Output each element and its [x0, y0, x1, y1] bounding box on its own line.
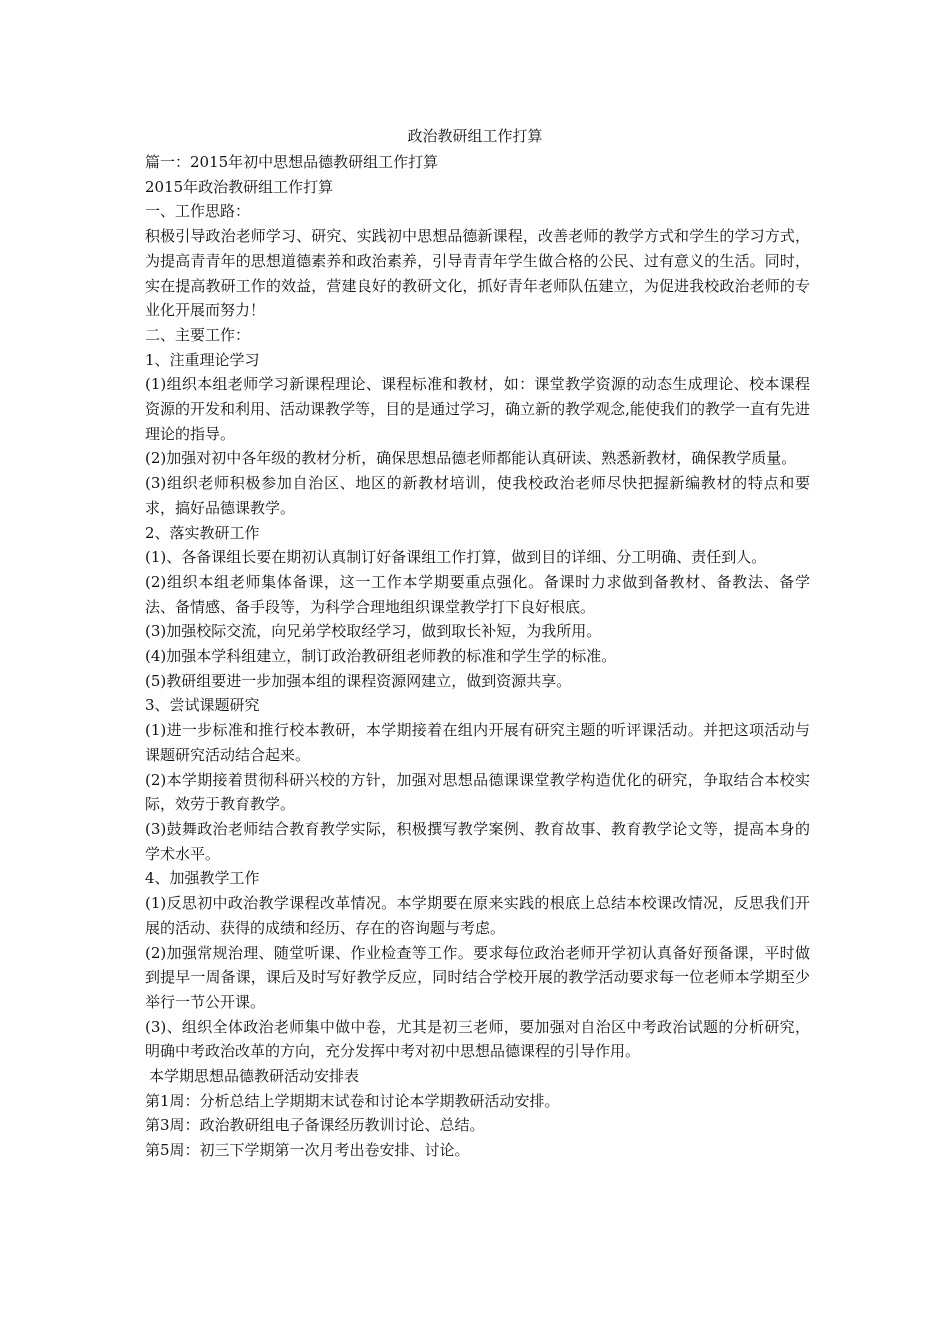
paragraph: 第5周：初三下学期第一次月考出卷安排、讨论。: [145, 1141, 470, 1160]
paragraph: 2、落实教研工作: [145, 523, 260, 542]
paragraph: (1)组织本组老师学习新课程理论、课程标准和教材，如：课堂教学资源的动态生成理论、校本课程资源的开发和利用、活动课教学等，目的是通过学习，确立新的教学观念,能使我们的教学一直有先进理论的指导。: [145, 375, 810, 443]
document-body: [145, 150, 810, 1163]
paragraph: (3)、组织全体政治老师集中做中卷，尤其是初三老师，要加强对自治区中考政治试题的分析研究，明确中考政治改革的方向，充分发挥中考对初中思想品德课程的引导作用。: [145, 1017, 810, 1061]
paragraph: (1)、各备课组长要在期初认真制订好备课组工作打算，做到目的详细、分工明确、责任到人。: [145, 548, 767, 567]
paragraph: (3)加强校际交流，向兄弟学校取经学习，做到取长补短，为我所用。: [145, 622, 602, 641]
paragraph: 第3周：政治教研组电子备课经历教训讨论、总结。: [145, 1116, 485, 1135]
paragraph: 积极引导政治老师学习、研究、实践初中思想品德新课程，改善老师的教学方式和学生的学习方式，为提高青青年的思想道德素养和政治素养，引导青青年学生做合格的公民、过有意义的生活。同时，实在提高教研工作的效益，营建良好的教研文化，抓好青年老师队伍建立，为促进我校政治老师的专业化开展而努力！: [145, 227, 810, 320]
paragraph: (4)加强本学科组建立，制订政治教研组老师教的标准和学生学的标准。: [145, 647, 617, 666]
paragraph: (2)组织本组老师集体备课，这一工作本学期要重点强化。备课时力求做到备教材、备教法、备学法、备情感、备手段等，为科学合理地组织课堂教学打下良好根底。: [145, 572, 810, 616]
document-title: 政治教研组工作打算: [407, 127, 543, 145]
paragraph: 1、注重理论学习: [145, 350, 260, 369]
paragraph: 2015年政治教研组工作打算: [145, 177, 334, 196]
paragraph: 二、主要工作：: [145, 325, 251, 344]
paragraph: 篇一：2015年初中思想品德教研组工作打算: [145, 153, 439, 171]
paragraph: (2)本学期接着贯彻科研兴校的方针，加强对思想品德课课堂教学构造优化的研究，争取结合本校实际，效劳于教育教学。: [145, 770, 810, 814]
paragraph: 3、尝试课题研究: [145, 696, 260, 715]
paragraph: 第1周：分析总结上学期期末试卷和讨论本学期教研活动安排。: [145, 1091, 560, 1110]
paragraph: (2)加强常规治理、随堂听课、作业检查等工作。要求每位政治老师开学初认真备好预备课，平时做到提早一周备课，课后及时写好教学反应，同时结合学校开展的教学活动要求每一位老师本学期至少举行一节公开课。: [145, 943, 810, 1011]
paragraph: 一、工作思路：: [145, 202, 251, 221]
paragraph: (3)鼓舞政治老师结合教育教学实际，积极撰写教学案例、教育故事、教育教学论文等，提高本身的学术水平。: [145, 819, 810, 863]
paragraph: (1)反思初中政治教学课程改革情况。本学期要在原来实践的根底上总结本校课改情况，反思我们开展的活动、获得的成绩和经历、存在的咨询题与考虑。: [145, 894, 810, 937]
paragraph: (3)组织老师积极参加自治区、地区的新教材培训，使我校政治老师尽快把握新编教材的特点和要求，搞好品德课教学。: [145, 474, 810, 517]
paragraph: (5)教研组要进一步加强本组的课程资源网建立，做到资源共享。: [145, 671, 572, 690]
paragraph: 本学期思想品德教研活动安排表: [149, 1067, 360, 1086]
paragraph: (2)加强对初中各年级的教材分析，确保思想品德老师都能认真研读、熟悉新教材，确保教学质量。: [145, 449, 797, 468]
paragraph: 4、加强教学工作: [145, 869, 260, 888]
paragraph: (1)进一步标准和推行校本教研，本学期接着在组内开展有研究主题的听评课活动。并把这项活动与课题研究活动结合起来。: [145, 721, 810, 764]
